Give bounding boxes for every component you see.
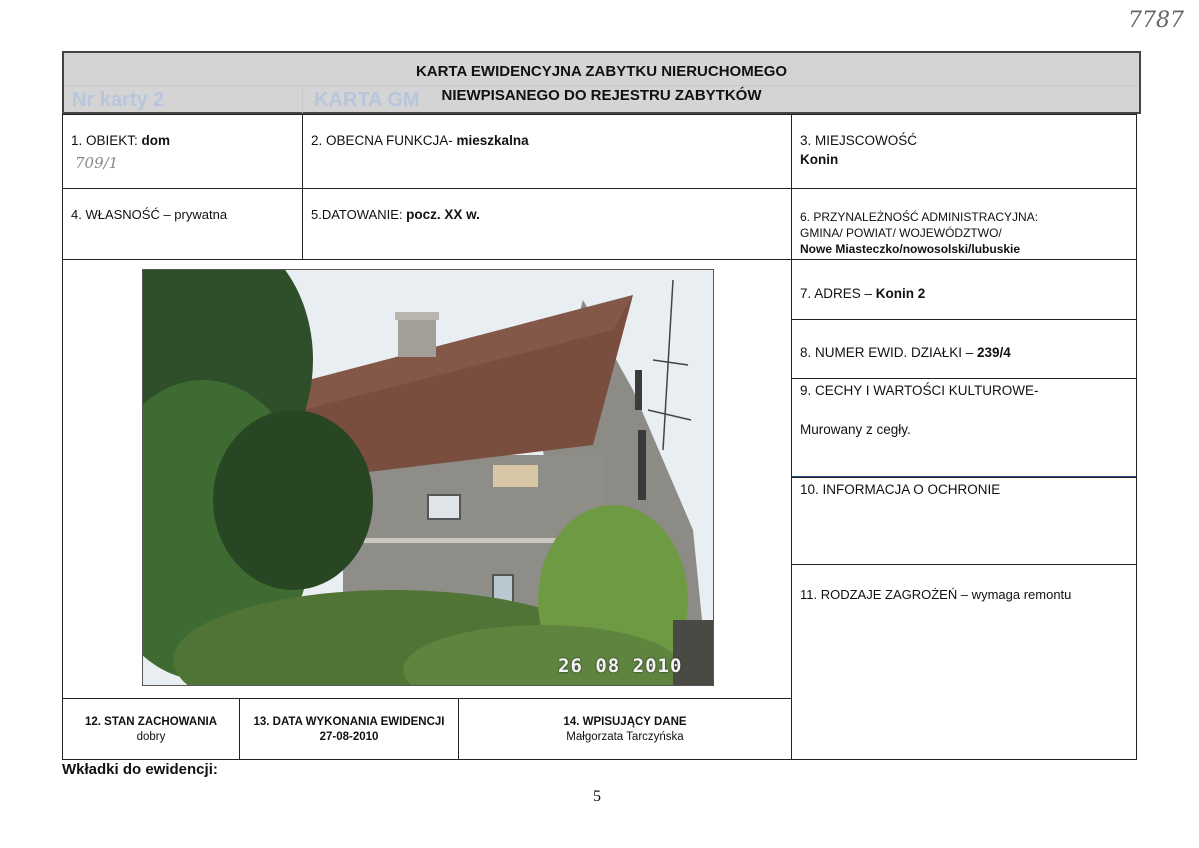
wkladki-label: Wkładki do ewidencji:: [62, 761, 218, 778]
wpisujacy-value: Małgorzata Tarczyńska: [566, 731, 684, 743]
ghost-card-number: Nr karty 2: [72, 89, 165, 111]
wpisujacy-label: 14. WPISUJĄCY DANE: [563, 716, 687, 728]
miejscowosc-value: Konin: [800, 152, 839, 167]
zagrozenia-text: 11. RODZAJE ZAGROŻEŃ – wymaga remontu: [800, 587, 1072, 602]
header-title-line1: KARTA EWIDENCYJNA ZABYTKU NIERUCHOMEGO: [415, 63, 788, 80]
dzialka-value: 239/4: [977, 345, 1011, 360]
field-obiekt: [62, 114, 303, 189]
przynaleznosc-value: Nowe Miasteczko/nowosolski/lubuskie: [800, 242, 1021, 256]
ochrona-label: 10. INFORMACJA O OCHRONIE: [800, 482, 1001, 497]
obiekt-value: dom: [141, 133, 171, 148]
field-datowanie: [302, 188, 792, 260]
field-wlasnosc: [62, 188, 303, 260]
field-stan-zachowania: [62, 698, 240, 760]
field-cechy: [791, 378, 1137, 478]
field-data-wykonania: [239, 698, 459, 760]
data-label: 13. DATA WYKONANIA EWIDENCJI: [253, 716, 445, 728]
field-miejscowosc: [791, 114, 1137, 189]
obiekt-handwritten-note: 709/1: [75, 154, 119, 172]
adres-value: Konin 2: [875, 286, 926, 301]
datowanie-value: pocz. XX w.: [406, 207, 480, 222]
funkcja-label: 2. OBECNA FUNKCJA-: [311, 133, 457, 148]
stan-value: dobry: [136, 731, 166, 743]
field-wpisujacy: [458, 698, 792, 760]
field-funkcja: [302, 114, 792, 189]
ghost-card-title: KARTA GM: [314, 89, 420, 111]
field-przynaleznosc: [791, 188, 1137, 260]
field-adres: [791, 259, 1137, 320]
header-title-line2: NIEWPISANEGO DO REJESTRU ZABYTKÓW: [441, 87, 762, 104]
field-ochrona: [791, 477, 1137, 565]
wlasnosc-text: 4. WŁASNOŚĆ – prywatna: [71, 207, 228, 222]
page-number: 5: [593, 788, 601, 805]
adres-label: 7. ADRES –: [800, 286, 876, 301]
photo-date-stamp: 26 08 2010: [558, 655, 683, 677]
card-header: [62, 51, 1141, 114]
funkcja-value: mieszkalna: [456, 133, 529, 148]
obiekt-label: 1. OBIEKT:: [71, 133, 142, 148]
field-dzialka: [791, 319, 1137, 379]
przynaleznosc-label-2: GMINA/ POWIAT/ WOJEWÓDZTWO/: [800, 226, 1002, 240]
przynaleznosc-label-1: 6. PRZYNALEŻNOŚĆ ADMINISTRACYJNA:: [800, 210, 1039, 224]
miejscowosc-label: 3. MIEJSCOWOŚĆ: [800, 133, 918, 148]
house-photo: [142, 269, 714, 686]
datowanie-label: 5.DATOWANIE:: [311, 207, 407, 222]
field-zagrozenia: [791, 564, 1137, 760]
cechy-value: Murowany z cegły.: [800, 422, 911, 437]
ghost-rule: [64, 85, 1139, 86]
house-photo-illustration: [143, 270, 714, 686]
cechy-label: 9. CECHY I WARTOŚCI KULTUROWE-: [800, 383, 1039, 398]
data-value: 27-08-2010: [319, 731, 379, 743]
stan-label: 12. STAN ZACHOWANIA: [84, 716, 218, 728]
dzialka-label: 8. NUMER EWID. DZIAŁKI –: [800, 345, 978, 360]
corner-handwritten-number: 7787: [1128, 8, 1184, 33]
